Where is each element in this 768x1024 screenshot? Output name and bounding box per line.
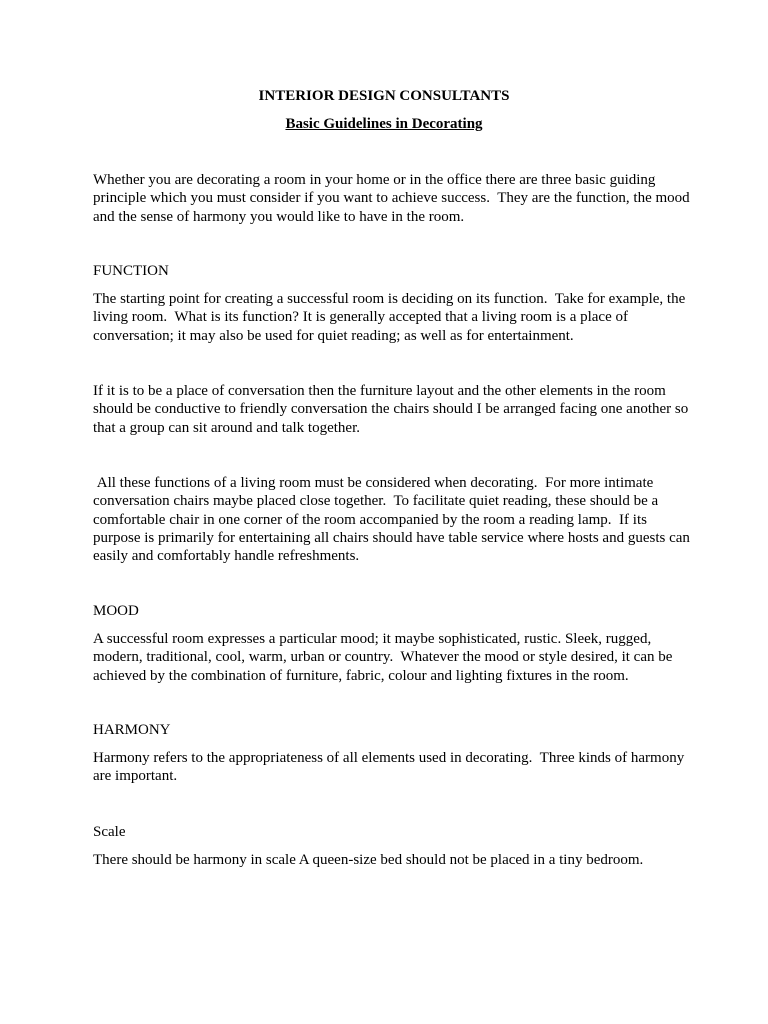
scale-paragraph: There should be harmony in scale A queen-size bed should not be placed in a tiny bedroom. xyxy=(93,852,644,868)
function-paragraph-2: If it is to be a place of conversation then the furniture layout and the other elements in the room should be conductive to friendly conversation the chairs should I be arranged facing one another so that a group can sit around and talk together. xyxy=(93,383,692,436)
document-subtitle: Basic Guidelines in Decorating xyxy=(285,116,483,132)
scale-heading: Scale xyxy=(93,824,126,840)
harmony-heading: HARMONY xyxy=(93,722,171,738)
function-paragraph-1: The starting point for creating a successful room is deciding on its function. Take for example, the living room. What is its function? It is generally accepted that a living room is a place of conversation; it may also be used for quiet reading; as well as for entertainment. xyxy=(93,291,690,344)
document-title: INTERIOR DESIGN CONSULTANTS xyxy=(258,88,510,104)
harmony-paragraph: Harmony refers to the appropriateness of all elements used in decorating. Three kinds of harmony are important. xyxy=(93,750,688,785)
function-heading: FUNCTION xyxy=(93,263,169,279)
mood-heading: MOOD xyxy=(93,603,139,619)
function-paragraph-3: All these functions of a living room must be considered when decorating. For more intimate conversation chairs maybe placed close together. To facilitate quiet reading, these should be a comfortable chair in one corner of the room accompanied by the room a reading lamp. If its purpose is primarily for entertaining all chairs should have table service where hosts and guests can easily and comfortably handle refreshments. xyxy=(93,475,694,565)
intro-paragraph: Whether you are decorating a room in your home or in the office there are three basic guiding principle which you must consider if you want to achieve success. They are the function, the mood and the sense of harmony you would like to have in the room. xyxy=(93,172,694,225)
mood-paragraph: A successful room expresses a particular mood; it maybe sophisticated, rustic. Sleek, rugged, modern, traditional, cool, warm, urban or country. Whatever the mood or style desired, it can be achieved by the combination of furniture, fabric, colour and lighting fixtures in the room. xyxy=(93,631,677,684)
